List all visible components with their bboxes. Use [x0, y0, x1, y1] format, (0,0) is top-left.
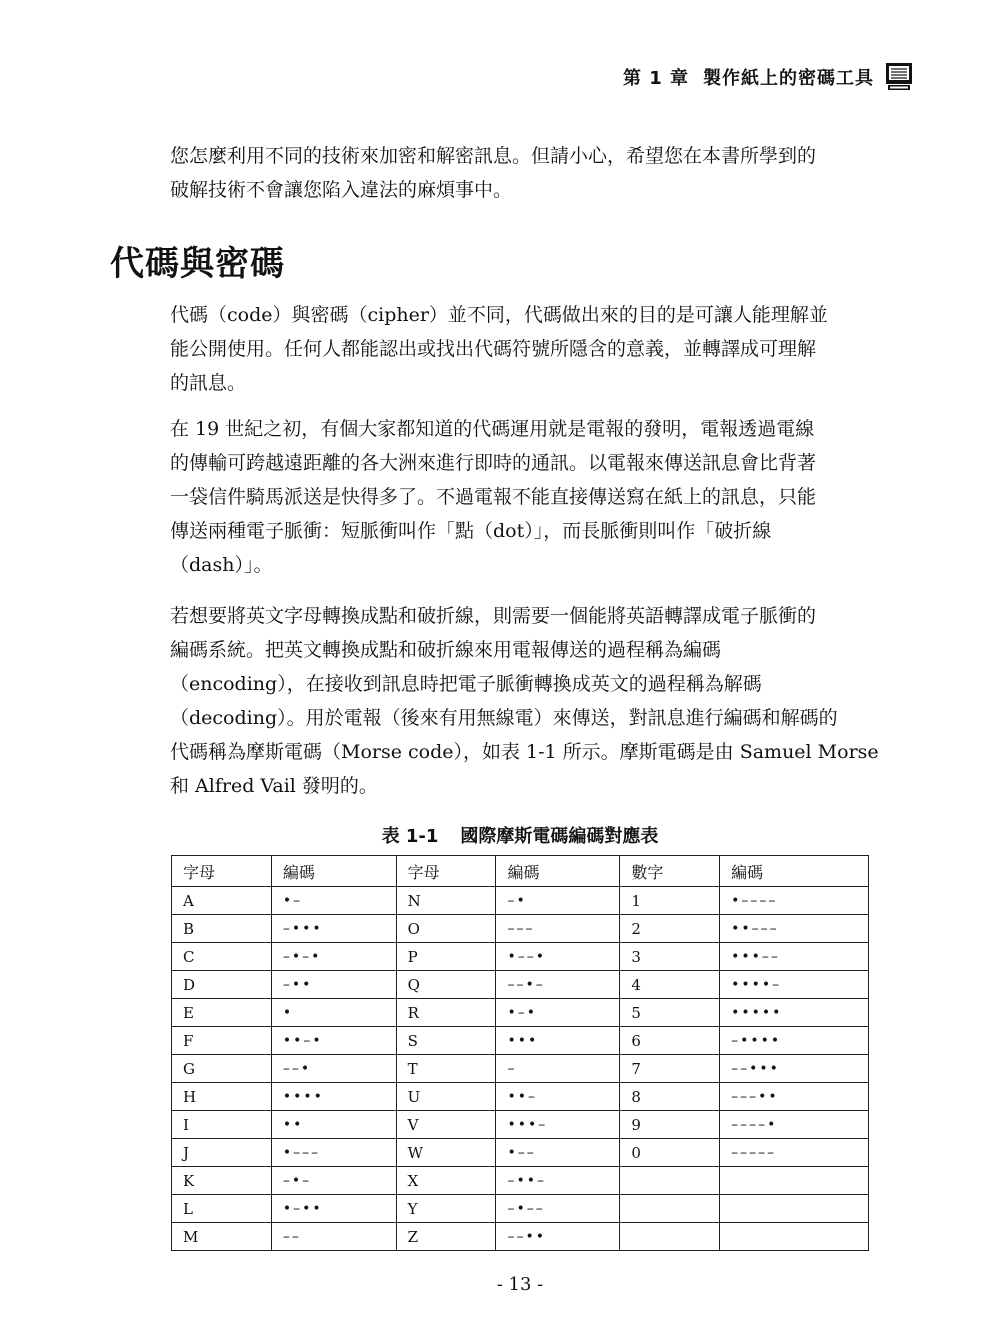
column-header: 編碼 — [271, 856, 396, 887]
code-cell: •••• — [271, 1083, 396, 1111]
code-cell: – — [496, 1055, 620, 1083]
code-cell: –• — [496, 887, 620, 915]
text-line: 編碼系統。把英文轉換成點和破折線來用電報傳送的過程稱為編碼 — [170, 639, 722, 661]
letter-cell: D — [172, 971, 272, 999]
running-header — [623, 62, 914, 92]
digit-cell: 7 — [620, 1055, 720, 1083]
code-cell: • — [271, 999, 396, 1027]
letter-cell: S — [396, 1027, 496, 1055]
digit-cell: 1 — [620, 887, 720, 915]
table-row — [172, 1223, 869, 1251]
column-header: 編碼 — [720, 856, 869, 887]
table-row — [172, 1195, 869, 1223]
text-line: 能公開使用。任何人都能認出或找出代碼符號所隱含的意義，並轉譯成可理解 — [170, 338, 817, 360]
table-row — [172, 943, 869, 971]
digit-cell — [620, 1223, 720, 1251]
table-row — [172, 1111, 869, 1139]
code-cell: ––•– — [496, 971, 620, 999]
text-line: 在 19 世紀之初，有個大家都知道的代碼運用就是電報的發明，電報透過電線 — [170, 418, 815, 440]
code-cell: ••••• — [720, 999, 869, 1027]
letter-cell: N — [396, 887, 496, 915]
digit-cell — [620, 1167, 720, 1195]
digit-cell: 2 — [620, 915, 720, 943]
text-line: 一袋信件騎馬派送是快得多了。不過電報不能直接傳送寫在紙上的訊息，只能 — [170, 486, 817, 508]
letter-cell: R — [396, 999, 496, 1027]
letter-cell: X — [396, 1167, 496, 1195]
letter-cell: M — [172, 1223, 272, 1251]
code-cell: •••–– — [720, 943, 869, 971]
table-caption-number: 表 1-1 — [381, 826, 439, 847]
code-cell: ••– — [496, 1083, 620, 1111]
letter-cell: P — [396, 943, 496, 971]
chapter-heading — [623, 64, 874, 90]
code-cell: –•– — [271, 1167, 396, 1195]
code-cell: •––• — [496, 943, 620, 971]
code-cell: ––•• — [496, 1223, 620, 1251]
column-header: 數字 — [620, 856, 720, 887]
letter-cell: G — [172, 1055, 272, 1083]
text-line: 若想要將英文字母轉換成點和破折線，則需要一個能將英語轉譯成電子脈衝的 — [170, 605, 817, 627]
computer-icon — [884, 62, 914, 92]
column-header: 字母 — [172, 856, 272, 887]
table-row — [172, 1027, 869, 1055]
letter-cell: L — [172, 1195, 272, 1223]
code-cell: ––– — [496, 915, 620, 943]
code-cell: ––––– — [720, 1139, 869, 1167]
code-cell: •–• — [496, 999, 620, 1027]
page-number: - 13 - — [496, 1274, 544, 1295]
code-cell: •––– — [271, 1139, 396, 1167]
table-header-row — [172, 856, 869, 887]
letter-cell: Y — [396, 1195, 496, 1223]
chapter-number: 第 1 章 — [622, 68, 689, 89]
text-line: 代碼（code）與密碼（cipher）並不同，代碼做出來的目的是可讓人能理解並 — [170, 304, 828, 326]
letter-cell: Q — [396, 971, 496, 999]
code-cell: ••–• — [271, 1027, 396, 1055]
text-line: 傳送兩種電子脈衝：短脈衝叫作「點（dot）」，而長脈衝則叫作「破折線 — [170, 520, 772, 542]
digit-cell: 5 — [620, 999, 720, 1027]
table-caption — [0, 822, 1000, 848]
letter-cell: W — [396, 1139, 496, 1167]
text-line: （decoding）。用於電報（後來有用無線電）來傳送，對訊息進行編碼和解碼的 — [170, 707, 838, 729]
letter-cell: F — [172, 1027, 272, 1055]
code-cell: –•• — [271, 971, 396, 999]
table-row — [172, 971, 869, 999]
code-cell: ––••• — [720, 1055, 869, 1083]
letter-cell: T — [396, 1055, 496, 1083]
paragraph-morse-encoding — [170, 599, 879, 803]
text-line: 的傳輸可跨越遠距離的各大洲來進行即時的通訊。以電報來傳送訊息會比背著 — [170, 452, 817, 474]
code-cell: –•–• — [271, 943, 396, 971]
table-row — [172, 1055, 869, 1083]
code-cell: •–––– — [720, 887, 869, 915]
digit-cell: 6 — [620, 1027, 720, 1055]
code-cell: –••• — [271, 915, 396, 943]
table-row — [172, 915, 869, 943]
code-cell: •••– — [496, 1111, 620, 1139]
code-cell: ––• — [271, 1055, 396, 1083]
column-header: 編碼 — [496, 856, 620, 887]
table-row — [172, 887, 869, 915]
letter-cell: E — [172, 999, 272, 1027]
table-row — [172, 1139, 869, 1167]
code-cell: •• — [271, 1111, 396, 1139]
code-cell: –••– — [496, 1167, 620, 1195]
table-row — [172, 1083, 869, 1111]
digit-cell: 3 — [620, 943, 720, 971]
intro-paragraph — [170, 139, 870, 207]
paragraph-code-vs-cipher — [170, 298, 870, 400]
chapter-title: 製作紙上的密碼工具 — [703, 68, 874, 89]
code-cell: •– — [271, 887, 396, 915]
code-cell: •–•• — [271, 1195, 396, 1223]
code-cell: –•–– — [496, 1195, 620, 1223]
code-cell: –––•• — [720, 1083, 869, 1111]
text-line: 破解技術不會讓您陷入違法的麻煩事中。 — [170, 179, 513, 201]
text-line: 代碼稱為摩斯電碼（Morse code），如表 1-1 所示。摩斯電碼是由 Samuel Morse — [170, 741, 879, 763]
letter-cell: C — [172, 943, 272, 971]
code-cell — [720, 1223, 869, 1251]
paragraph-telegraph — [170, 412, 870, 582]
digit-cell: 9 — [620, 1111, 720, 1139]
letter-cell: J — [172, 1139, 272, 1167]
letter-cell: A — [172, 887, 272, 915]
text-line: （encoding），在接收到訊息時把電子脈衝轉換成英文的過程稱為解碼 — [170, 673, 762, 695]
text-line: 您怎麼利用不同的技術來加密和解密訊息。但請小心，希望您在本書所學到的 — [170, 145, 817, 167]
digit-cell — [620, 1195, 720, 1223]
code-cell: ••––– — [720, 915, 869, 943]
text-line: 和 Alfred Vail 發明的。 — [170, 775, 378, 797]
code-cell: ••••– — [720, 971, 869, 999]
letter-cell: K — [172, 1167, 272, 1195]
digit-cell: 8 — [620, 1083, 720, 1111]
code-cell: –– — [271, 1223, 396, 1251]
table-caption-title: 國際摩斯電碼編碼對應表 — [460, 826, 659, 847]
code-cell: –•••• — [720, 1027, 869, 1055]
letter-cell: I — [172, 1111, 272, 1139]
code-cell: ••• — [496, 1027, 620, 1055]
text-line: 的訊息。 — [170, 372, 247, 394]
table-row — [172, 1167, 869, 1195]
digit-cell: 4 — [620, 971, 720, 999]
letter-cell: Z — [396, 1223, 496, 1251]
code-cell: •–– — [496, 1139, 620, 1167]
table-row — [172, 999, 869, 1027]
letter-cell: H — [172, 1083, 272, 1111]
column-header: 字母 — [396, 856, 496, 887]
letter-cell: V — [396, 1111, 496, 1139]
letter-cell: O — [396, 915, 496, 943]
code-cell — [720, 1167, 869, 1195]
code-cell: ––––• — [720, 1111, 869, 1139]
section-title: 代碼與密碼 — [110, 244, 285, 284]
letter-cell: B — [172, 915, 272, 943]
digit-cell: 0 — [620, 1139, 720, 1167]
text-line: （dash）」。 — [170, 554, 273, 576]
code-cell — [720, 1195, 869, 1223]
letter-cell: U — [396, 1083, 496, 1111]
morse-code-table — [171, 855, 869, 1251]
